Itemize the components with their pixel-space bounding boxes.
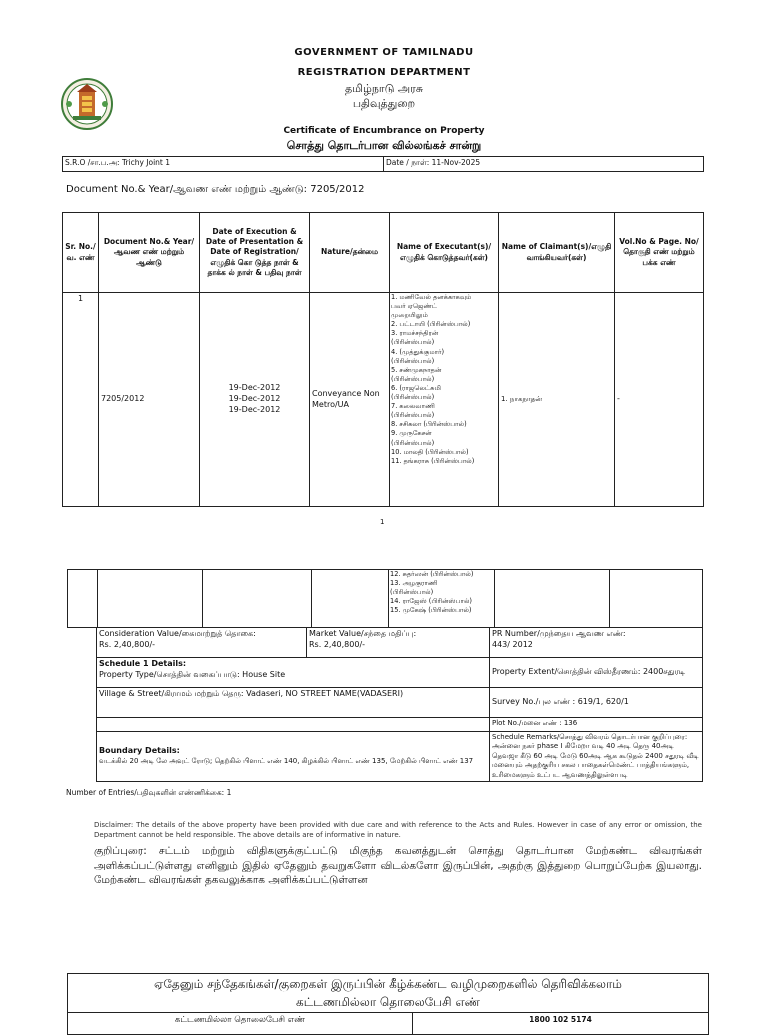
disclaimer-english: Disclaimer: The details of the above property have been provided with due care and with reference to the Acts and Rules. However in case of any error or omission, the Department cannot be held responsible. The above details are of informative in nature.	[94, 821, 702, 840]
consideration-cell	[97, 628, 307, 658]
schedule-property-type-cell	[97, 658, 490, 688]
executant-line: 6. (ராஜலெட்சுமி	[391, 383, 441, 392]
executant-line: (பிரின்ஸ்பால்)	[391, 338, 435, 347]
executant-line: 5. சண்முகநாதன்	[391, 365, 442, 374]
encumbrance-table	[62, 212, 704, 507]
schedule-title: Schedule 1 Details:	[99, 659, 187, 668]
executant-line: 10. மாலதி (பிரின்ஸ்பால்)	[391, 447, 469, 456]
row-volume: -	[615, 293, 704, 507]
executant-line: 3. ராமச்சந்திரன்	[391, 329, 439, 338]
pr-number-cell	[490, 628, 703, 658]
survey-number: Survey No./புல எண் : 619/1, 620/1	[490, 688, 703, 718]
executant-line: 4. (முத்துக்குமார்)	[391, 347, 445, 356]
row-sr: 1	[63, 293, 99, 507]
col-header-nature: Nature/தன்மை	[310, 213, 390, 293]
header-government: GOVERNMENT OF TAMILNADU	[294, 47, 474, 58]
page-number: 1	[380, 518, 385, 526]
executant-list-continued	[389, 570, 495, 628]
executant-line: (பிரின்ஸ்பால்)	[391, 356, 435, 365]
col-header-dates: Date of Execution & Date of Presentation & Date of Registration/ எழுதிக் கொ டுத்த நாள் & தாக்க ல் நாள் & பதிவு நாள்	[200, 213, 310, 293]
date-registration: 19-Dec-2012	[228, 404, 281, 414]
header-department-tamil: பதிவுத்துறை	[352, 97, 416, 110]
header-department: REGISTRATION DEPARTMENT	[297, 67, 471, 78]
executant-line: 7. கலைவாணி	[391, 402, 435, 411]
sro-office: S.R.O /சா.ப.அ: Trichy Joint 1	[63, 157, 384, 172]
helpline-box	[67, 973, 709, 1035]
office-info-table	[62, 156, 704, 172]
pr-number-value: 443/ 2012	[492, 639, 533, 649]
boundary-cell	[97, 732, 490, 782]
boundary-text: வடக்கில் 20 அடி லே அவுட் ரோடு; தெற்கில் பிளாட் எண் 140, கிழக்கில் பிளாட் எண் 135, மேற்கில் பிளாட் எண் 137	[99, 757, 474, 766]
row-nature: Conveyance Non Metro/UA	[310, 293, 390, 507]
col-header-claimant: Name of Claimant(s)/எழுதி வாங்கியவர்(கள்)	[499, 213, 615, 293]
executant-line: (பிரின்ஸ்பால்)	[390, 588, 434, 597]
col-header-executant: Name of Executant(s)/ எழுதிக் கொடுத்தவர்(கள்)	[390, 213, 499, 293]
market-value: Rs. 2,40,800/-	[309, 639, 366, 649]
executant-line: 13. அழகுராணி	[390, 579, 438, 588]
market-value-label: Market Value/சந்தை மதிப்பு:	[309, 629, 417, 638]
consideration-value: Rs. 2,40,800/-	[99, 639, 156, 649]
property-extent: Property Extent/சொத்தின் விஸ்தீரணம்: 2400சதுரடி	[490, 658, 703, 688]
executant-line: 2. பட்டாயி (பிரின்ஸ்பால்)	[391, 320, 471, 329]
schedule-table	[96, 627, 703, 782]
schedule-remarks: Schedule Remarks/சொத்து விவரம் தொடர்பான குறிப்புரை: அன்னை நகர் phase I கிமேறா வடி 40 அடி தெரு 40அடி தெவஜா கீடு 60 அடி மேடு 60அடி ஆக கூடுதல் 2400 சதுரடி வீடி மனையும் அதற்குரிய சகல பாதைகள்மெண்ட் பாத்தியங்களும், உரிமைகளும் உட்பட ஆவணத்திலுள்ளபடி	[490, 732, 703, 782]
certificate-date: Date / நாள்: 11-Nov-2025	[384, 157, 704, 172]
helpline-label: கட்டணமில்லா தொலைபேசி எண்	[68, 1013, 413, 1035]
executant-line: (பிரின்ஸ்பால்)	[391, 374, 435, 383]
helpline-number: 1800 102 5174	[529, 1015, 592, 1024]
document-number-line: Document No.& Year/ஆவண எண் மற்றும் ஆண்டு: 7205/2012	[66, 184, 365, 195]
executant-line: 8. சசிகலா (பிரின்ஸ்பால்)	[391, 420, 467, 429]
executant-line: முறையிலும்	[391, 311, 428, 320]
disclaimer-tamil: குறிப்புரை: சட்டம் மற்றும் விதிகளுக்குட்பட்டு மிகுந்த கவனத்துடன் சொத்து தொடர்பான மேற்கண்ட விவரங்கள் அளிக்கப்பட்டுள்ளது எனினும் இதில் ஏதேனும் தவறுகளோ விடல்களோ இருப்பின், அதற்கு இத்துறை பொறுப்பேற்க இயலாது. மேற்கண்ட விவரங்கள் தகவலுக்காக அளிக்கப்பட்டுள்ளன	[94, 845, 702, 887]
date-execution: 19-Dec-2012	[228, 383, 281, 393]
executant-list	[390, 293, 499, 507]
plot-number: Plot No./மனை எண் : 136	[490, 718, 703, 732]
executant-line: பவர் ஏஜெண்ட்	[391, 302, 438, 311]
executant-line: (பிரின்ஸ்பால்)	[391, 438, 435, 447]
executant-line: (பிரின்ஸ்பால்)	[391, 393, 435, 402]
pr-number-label: PR Number/முந்தைய ஆவண எண்:	[492, 629, 626, 638]
row-claimant: 1. நாகநாதன்	[499, 293, 615, 507]
executant-line: 15. முகேஷ் (பிரின்ஸ்பால்)	[390, 606, 472, 615]
col-header-volume: Vol.No & Page. No/ தொகுதி எண் மற்றும் பக்க எண்	[615, 213, 704, 293]
certificate-title-tamil: சொத்து தொடர்பான வில்லங்கச் சான்று	[286, 139, 482, 152]
executant-line: 12. சுதர்ஸன் (பிரின்ஸ்பால்)	[390, 570, 474, 578]
col-header-document: Document No.& Year/ ஆவண எண் மற்றும் ஆண்டு	[99, 213, 200, 293]
executant-line: 11. தங்கராசு (பிரின்ஸ்பால்)	[391, 456, 475, 465]
village-street: Village & Street/கிராமம் மற்றும் தெரு: Vadaseri, NO STREET NAME(VADASERI)	[97, 688, 490, 718]
col-header-sr: Sr. No./ வ. எண்	[63, 213, 99, 293]
executant-line: 14. ராஜேஸ் (பிரின்ஸ்பால்)	[390, 597, 473, 606]
executant-line: (பிரின்ஸ்பால்)	[391, 411, 435, 420]
entries-count: Number of Entries/பதிவுகளின் எண்ணிக்கை: 1	[66, 788, 232, 797]
helpline-subtitle: கட்டணமில்லா தொலைபேசி எண்	[296, 995, 480, 1009]
consideration-label: Consideration Value/கைமாற்றுத் தொகை:	[99, 629, 256, 638]
property-type: Property Type/சொத்தின் வகைப்பாடு: House Site	[99, 669, 286, 679]
executant-line: 9. முருகேசன்	[391, 429, 432, 438]
helpline-title: ஏதேனும் சந்தேகங்கள்/குறைகள் இருப்பின் கீழ்க்கண்ட வழிமுறைகளில் தெரிவிக்கலாம்	[154, 977, 622, 991]
market-value-cell	[307, 628, 490, 658]
executant-line: 1. மணிவேல் தனக்காகவும்	[391, 293, 472, 301]
row-document: 7205/2012	[99, 293, 200, 507]
continuation-table	[67, 569, 703, 628]
date-presentation: 19-Dec-2012	[228, 394, 281, 404]
certificate-title: Certificate of Encumbrance on Property	[283, 126, 485, 136]
boundary-title: Boundary Details:	[99, 746, 180, 756]
header-government-tamil: தமிழ்நாடு அரசு	[344, 82, 424, 95]
